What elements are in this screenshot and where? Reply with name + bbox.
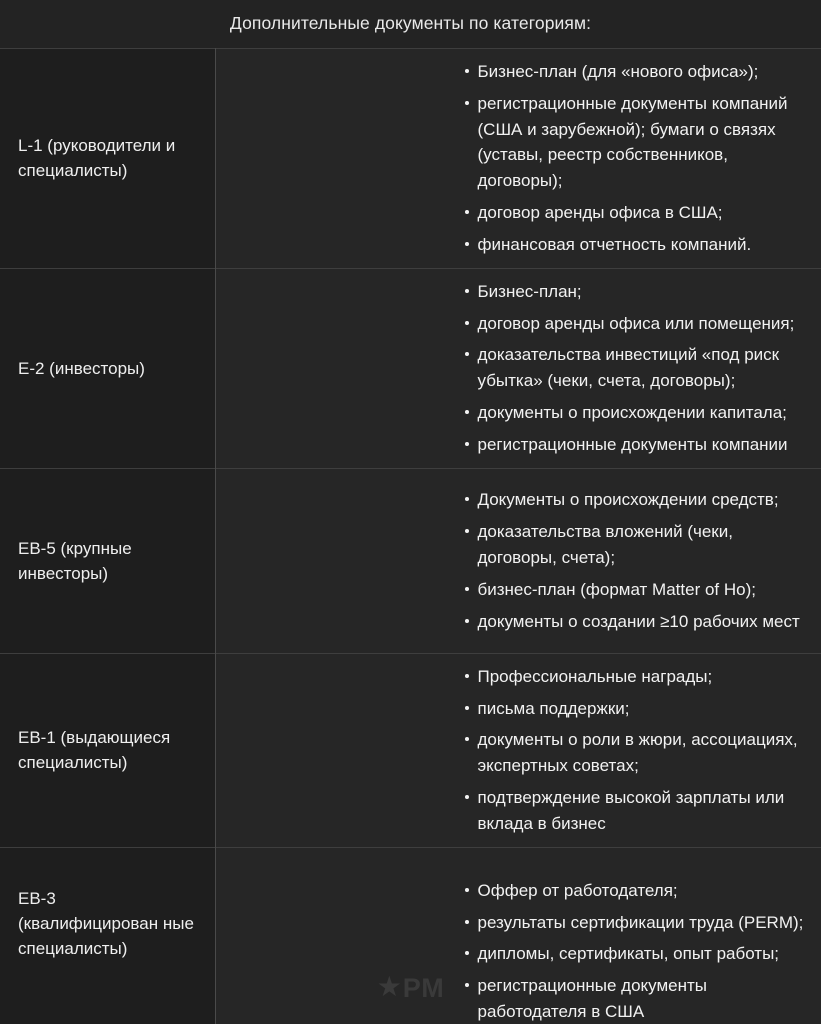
list-item — [465, 664, 808, 690]
list-item — [465, 973, 808, 1024]
list-item-text: Бизнес-план (для «нового офиса»); — [477, 62, 759, 81]
list-item-text: результаты сертификации труда (PERM); — [477, 912, 804, 932]
bullet-icon — [465, 321, 469, 325]
list-item — [465, 910, 808, 936]
documents-list — [216, 664, 808, 837]
star-icon: ★ — [376, 971, 402, 1002]
list-item — [465, 342, 808, 394]
page-title: Дополнительные документы по категориям: — [0, 0, 821, 48]
list-item — [465, 91, 808, 194]
documents-list — [216, 487, 808, 634]
bullet-icon — [465, 706, 469, 710]
bullet-icon — [465, 101, 469, 105]
list-item-text: доказательства инвестиций «под риск убытка» (чеки, счета, договоры); — [477, 345, 780, 391]
list-item-text: договор аренды офиса или помещения; — [477, 313, 795, 333]
bullet-icon — [465, 410, 469, 414]
list-item — [465, 609, 808, 635]
bullet-icon — [465, 920, 469, 924]
list-item — [465, 432, 808, 458]
category-label: E-2 (инвесторы) — [0, 268, 215, 468]
documents-cell — [215, 468, 821, 653]
list-item — [465, 878, 808, 904]
documents-cell — [215, 268, 821, 468]
list-item-text: документы о роли в жюри, ассоциациях, экспертных советах; — [477, 730, 798, 776]
documents-cell — [215, 847, 821, 1024]
bullet-icon — [465, 242, 469, 246]
list-item — [465, 727, 808, 779]
category-label: EB-3 (квалифицирован ные специалисты) — [0, 847, 215, 1024]
documents-table — [0, 48, 821, 1024]
bullet-icon — [465, 69, 469, 73]
documents-list — [216, 59, 808, 258]
list-item-text: бизнес-план (формат Matter of Ho); — [477, 579, 756, 599]
list-item — [465, 279, 808, 305]
table-row — [0, 49, 821, 269]
bullet-icon — [465, 619, 469, 623]
documents-cell — [215, 653, 821, 847]
list-item — [465, 232, 808, 258]
documents-list — [216, 878, 808, 1024]
list-item-text: регистрационные документы компании — [477, 434, 788, 454]
list-item — [465, 200, 808, 226]
list-item-text: Профессиональные награды; — [477, 666, 713, 686]
list-item-text: дипломы, сертификаты, опыт работы; — [477, 944, 780, 964]
list-item — [465, 487, 808, 513]
list-item — [465, 941, 808, 967]
bullet-icon — [465, 442, 469, 446]
documents-list — [216, 279, 808, 458]
list-item-text: договор аренды офиса в США; — [477, 203, 723, 223]
list-item-text: документы о создании ≥10 рабочих мест — [477, 611, 800, 631]
list-item-text: финансовая отчетность компаний. — [477, 234, 752, 254]
bullet-icon — [465, 795, 469, 799]
bullet-icon — [465, 951, 469, 955]
list-item — [465, 785, 808, 837]
table-row — [0, 653, 821, 847]
list-item — [465, 400, 808, 426]
category-label: L-1 (руководители и специалисты) — [0, 49, 215, 269]
watermark-text: PM — [402, 972, 445, 1003]
list-item-text: регистрационные документы работодателя в США — [477, 976, 708, 1022]
table-row — [0, 468, 821, 653]
list-item — [465, 577, 808, 603]
table-body — [0, 49, 821, 1024]
bullet-icon — [465, 737, 469, 741]
list-item-text: подтверждение высокой зарплаты или вклада в бизнес — [477, 788, 785, 833]
list-item-text: доказательства вложений (чеки, договоры, счета); — [477, 522, 733, 567]
table-row — [0, 847, 821, 1024]
list-item — [465, 59, 808, 85]
table-row — [0, 268, 821, 468]
bullet-icon — [465, 529, 469, 533]
bullet-icon — [465, 497, 469, 501]
documents-cell — [215, 49, 821, 269]
list-item-text: регистрационные документы компаний (США и зарубежной); бумаги о связях (уставы, реестр собственников, договоры); — [477, 93, 788, 191]
bullet-icon — [465, 352, 469, 356]
list-item-text: документы о происхождении капитала; — [477, 403, 787, 423]
bullet-icon — [465, 674, 469, 678]
category-label: EB-5 (крупные инвесторы) — [0, 468, 215, 653]
category-label: EB-1 (выдающиеся специалисты) — [0, 653, 215, 847]
bullet-icon — [465, 210, 469, 214]
bullet-icon — [465, 587, 469, 591]
list-item — [465, 696, 808, 722]
list-item-text: Оффер от работодателя; — [477, 880, 678, 900]
list-item — [465, 311, 808, 337]
bullet-icon — [465, 289, 469, 293]
bullet-icon — [465, 888, 469, 892]
list-item-text: Документы о происхождении средств; — [477, 490, 779, 510]
list-item-text: Бизнес-план; — [477, 281, 582, 301]
bullet-icon — [465, 983, 469, 987]
list-item-text: письма поддержки; — [477, 698, 630, 718]
list-item — [465, 519, 808, 571]
